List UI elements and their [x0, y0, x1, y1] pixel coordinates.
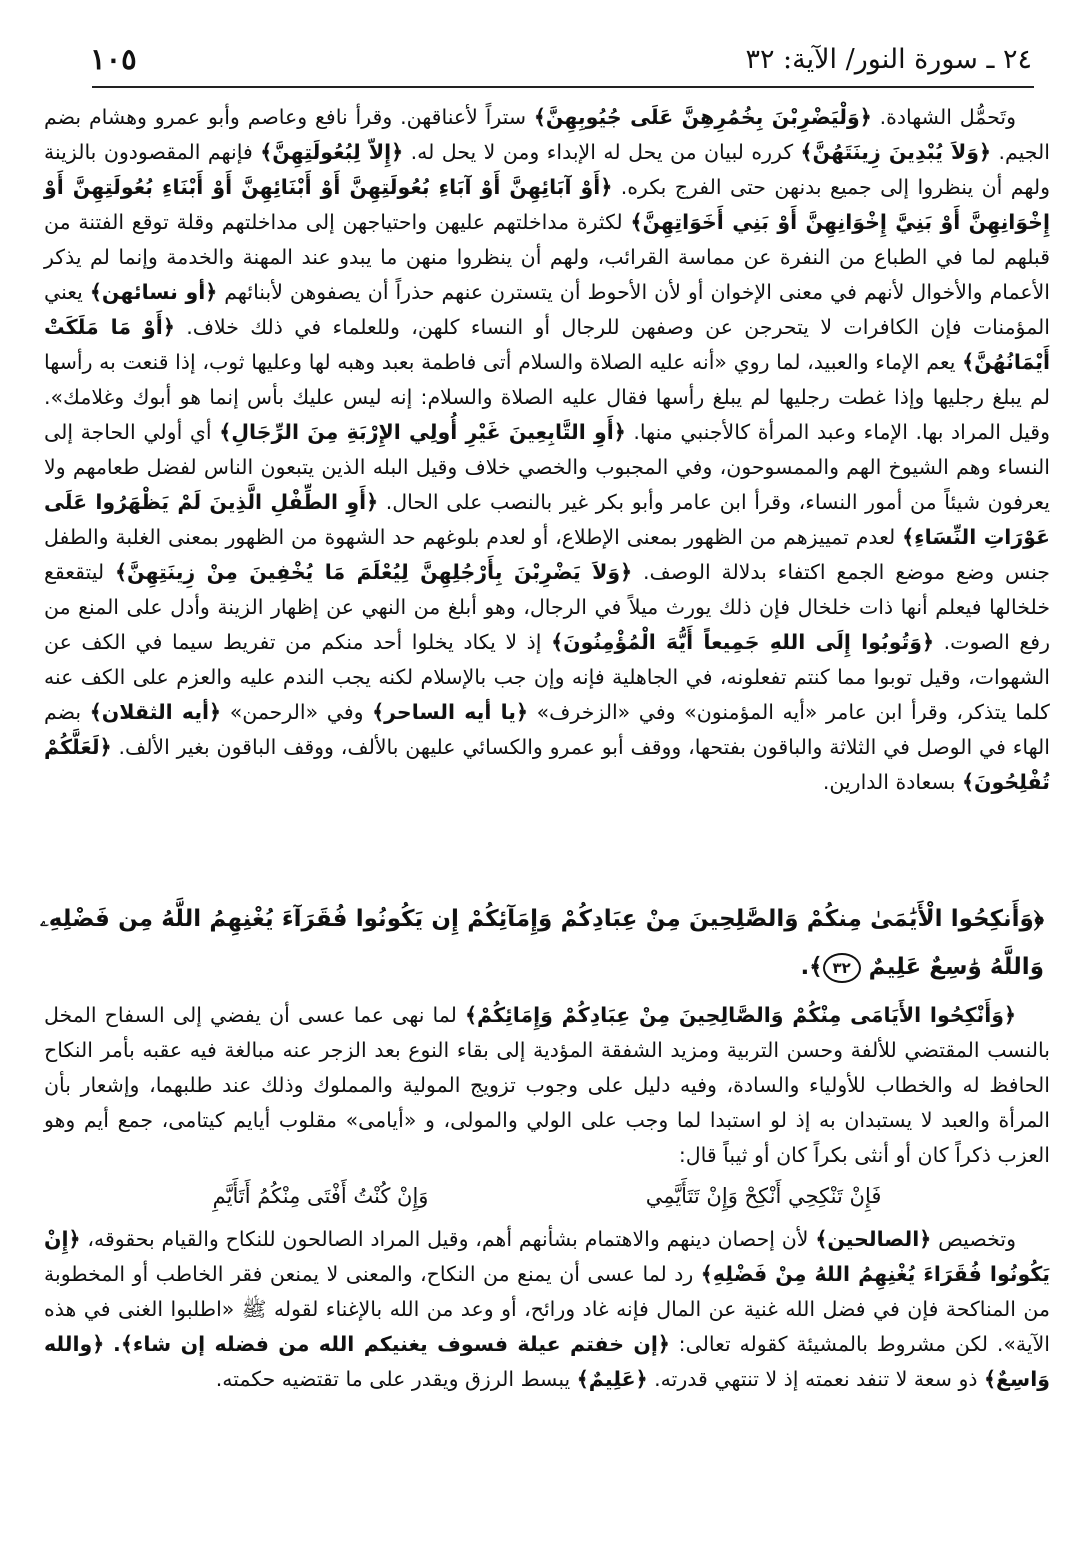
commentary-text: وتخصيص — [938, 1227, 1016, 1251]
commentary-text: وتَحمُّل الشهادة. — [879, 105, 1016, 129]
quran-quote: ﴿أَوِ الطِّفْلِ الَّذِينَ لَمْ يَظْهَرُوا عَلَى عَوْرَاتِ النِّسَاءِ﴾ — [44, 490, 1050, 549]
quran-quote: ﴿إن خفتم عيلة فسوف يغنيكم الله من فضله إن شاء﴾. — [113, 1332, 670, 1356]
quran-quote: ﴿أيه الثقلان﴾ — [89, 700, 222, 724]
commentary-text: بسعادة الدارين. — [822, 770, 956, 794]
commentary-text: إذ لا يكاد يخلوا أحد منكم من تفريط سيما في الكف عن الشهوات، وقيل توبوا مما كنتم تفعلونه، في الجاهلية فإنه وإن جب بالإسلام لكنه يجب الندم عليه والعزم على الكف عنه كلما يتذكر، وقرأ ابن عامر «أيه المؤمنون» وفي «الزخرف» — [44, 630, 1050, 724]
commentary-section-1 — [44, 100, 1050, 800]
quran-quote: ﴿أَوْ مَا مَلَكَتْ أَيْمَانُهُنَّ﴾ — [44, 315, 1050, 374]
commentary-paragraph — [44, 1222, 1050, 1397]
quran-quote: ﴿أو نسائهن﴾ — [89, 280, 218, 304]
commentary-text: ذو سعة لا تنفد نعمته إذ لا تنتهي قدرته. — [654, 1367, 978, 1391]
commentary-text: أي أولي الحاجة إلى النساء وهم الشيوخ الهم والممسوحون، وفي المجبوب والخصي خلاف وقيل البله الذين يتبعون الناس لفضل طعامهم ولا يعرفون شيئاً من أمور النساء، وقرأ ابن عامر وأبو بكر غير بالنصب على الحال. — [44, 420, 1050, 514]
commentary-text: ليتقعقع خلخالها فيعلم أنها ذات خلخال فإن ذلك يورث ميلاً في الرجال، وهو أبلغ من النهي عن إظهار الزينة وأدل على المنع من رفع الصوت. — [44, 560, 1050, 654]
commentary-text: يعم الإماء والعبيد، لما روي «أنه عليه الصلاة والسلام أتى فاطمة بعبد وهبه لها وعليها ثوب، إذا قنعت به رأسها لم يبلغ رجليها وإذا غطت رجليها لم يبلغ رأسها فقال عليه الصلاة والسلام: إنه ليس عليك بأس إنما هو أبوك وغلامك». وقيل المراد بها. الإماء وعبد المرأة كالأجنبي منها. — [44, 350, 1050, 444]
quran-quote: ﴿والله وَاسِعٌ﴾ — [44, 1332, 1050, 1391]
commentary-text: ستراً لأعناقهن. وقرأ نافع وعاصم وأبو عمرو وهشام بضم الجيم. — [44, 105, 1050, 164]
page-header — [90, 34, 1032, 84]
commentary-text: فإنهم المقصودون بالزينة ولهم أن ينظروا إلى جميع بدنهن حتى الفرج بكره. — [44, 140, 1050, 199]
quran-quote: ﴿وَأَنْكِحُوا الأَيَامَى مِنْكُمْ وَالصَّالِحِينَ مِنْ عِبَادِكُمْ وَإِمَائِكُمْ﴾ — [465, 1003, 1016, 1027]
quran-quote: ﴿وَلاَ يَضْرِبْنَ بِأَرْجُلِهِنَّ لِيُعْلَمَ مَا يُخْفِينَ مِنْ زِينَتِهِنَّ﴾ — [115, 560, 633, 584]
quran-verse-block — [40, 895, 1044, 991]
commentary-paragraph — [44, 100, 1050, 800]
commentary-text: بضم الهاء في الوصل في الثلاثة والباقون بفتحها، ووقف أبو عمرو والكسائي عليهن بالألف، ووقف الباقون بغير الألف. — [44, 700, 1050, 759]
quran-quote: ﴿وَلْيَضْرِبْنَ بِخُمُرِهِنَّ عَلَى جُيُوبِهِنَّ﴾ — [533, 105, 872, 129]
poetry-verse — [104, 1179, 990, 1214]
quran-quote: ﴿أَوْ آبَائِهِنَّ أَوْ آبَاءِ بُعُولَتِهِنَّ أَوْ أَبْنَائِهِنَّ أَوْ أَبْنَاءِ بُعُولَتِهِنَّ أَوْ إِخْوَانِهِنَّ أَوْ بَنِيَّ إِخْوَانِهِنَّ أَوْ بَنِي أَخَوَاتِهِنَّ﴾ — [44, 175, 1050, 234]
commentary-text: رد لما عسى أن يمنع من النكاح، والمعنى لا يمنعن فقر الخاطب أو المخطوبة من المناكحة فإن في فضل الله غنية عن المال فإنه غاد ورائح، أو وعد من الله بالإغناء لقوله ﷺ «اطلبوا الغنى في هذه الآية». لكن مشروط بالمشيئة كقوله تعالى: — [44, 1262, 1050, 1356]
verse-number-marker: ٣٢ — [823, 953, 861, 983]
surah-verse-reference: ٢٤ ـ سورة النور/ الآية: ٣٢ — [745, 44, 1032, 75]
quran-quote: ﴿عَلِيمٌ﴾ — [576, 1367, 648, 1391]
commentary-section-2 — [44, 998, 1050, 1397]
commentary-text: كرره لبيان من يحل له الإبداء ومن لا يحل له. — [410, 140, 794, 164]
quran-verse-text: ﴿وَأَنكِحُوا الْأَيَٰمَىٰ مِنكُمْ وَالصَّٰلِحِينَ مِنْ عِبَادِكُمْ وَإِمَآئِكُمْ إِن يَكُونُوا فُقَرَآءَ يُغْنِهِمُ اللَّهُ مِن فَضْلِهِۦ وَاللَّهُ وَٰسِعٌ عَلِيمٌ — [40, 906, 1044, 980]
verse-closing-bracket: ﴾. — [800, 954, 823, 980]
quran-quote: ﴿الصالحين﴾ — [815, 1227, 932, 1251]
quran-quote: ﴿إِنْ يَكُونُوا فُقَرَاءَ يُغْنِهِمُ اللهُ مِنْ فَضْلِهِ﴾ — [44, 1227, 1050, 1286]
quran-quote: ﴿إِلاّ لِبُعُولَتِهِنَّ﴾ — [260, 140, 404, 164]
commentary-paragraph — [44, 998, 1050, 1173]
poem-hemistich-first: فَإِنْ تَنْكِحِي أَنْكِحْ وَإِنْ تَتَأَيَّمِي — [645, 1184, 882, 1208]
quran-quote: ﴿لَعَلَّكُمْ تُفْلِحُونَ﴾ — [44, 735, 1050, 794]
quran-quote: ﴿وَتُوبُوا إِلَى اللهِ جَمِيعاً أَيُّهَ الْمُؤْمِنُونَ﴾ — [551, 630, 935, 654]
commentary-text: يعني المؤمنات فإن الكافرات لا يتحرجن عن وصفهن للرجال أو النساء كلهن، وللعلماء في ذلك خلاف. — [44, 280, 1050, 339]
commentary-text: لأن إحصان دينهم والاهتمام بشأنهم أهم، وقيل المراد الصالحون للنكاح والقيام بحقوقه، — [87, 1227, 809, 1251]
header-divider — [92, 86, 1034, 88]
poem-hemistich-second: وَإِنْ كُنْتُ أَفْتَى مِنْكُمُ أَتَأَيَّمِ — [212, 1184, 429, 1208]
commentary-text: يبسط الرزق ويقدر على ما تقتضيه حكمته. — [215, 1367, 571, 1391]
commentary-text: لكثرة مداخلتهم عليهن واحتياجهن إلى مداخلتهم وقلة توقع الفتنة من قبلهم لما في الطباع من النفرة عن مماسة القرائب، ولهم أن ينظروا منهن ما يبدو عند المهنة والخدمة وإنما لم يذكر الأعمام والأخوال لأنهم في معنى الإخوان أو لأن الأحوط أن يتسترن عنهم حذراً أن يصفوهن لأبنائهم — [44, 210, 1050, 304]
commentary-text: لما نهى عما عسى أن يفضي إلى السفاح المخل بالنسب المقتضي للألفة وحسن التربية ومزيد الشفقة المؤدية إلى بقاء النوع بعد الزجر عنه مبالغة فيه عقبه بأمر النكاح الحافظ له والخطاب للأولياء والسادة، وفيه دليل على وجوب تزويج المولية والمملوك وذلك عند طلبهما، وإشعار بأن المرأة والعبد لا يستبدان به إذ لو استبدا لما وجب على الولي والمولى، و «أيامى» مقلوب أيايم كيتامى، جمع أيم وهو العزب ذكراً كان أو أنثى بكراً كان أو ثيباً قال: — [44, 1003, 1050, 1167]
quran-quote: ﴿وَلاَ يُبْدِينَ زِينَتَهُنَّ﴾ — [800, 140, 991, 164]
quran-quote: ﴿يا أيه الساحر﴾ — [372, 700, 528, 724]
quran-quote: ﴿أَوِ التَّابِعِينَ غَيْرِ أُولِي الإِرْبَةِ مِنَ الرِّجَالِ﴾ — [219, 420, 626, 444]
commentary-text: وفي «الرحمن» — [229, 700, 364, 724]
page-number: ١٠٥ — [90, 42, 137, 76]
commentary-text: لعدم تمييزهم من الظهور بمعنى الإطلاع، أو لعدم بلوغهم حد الشهوة من الظهور بمعنى الغلبة والطفل جنس وضع موضع الجمع اكتفاء بدلالة الوصف. — [44, 525, 1050, 584]
